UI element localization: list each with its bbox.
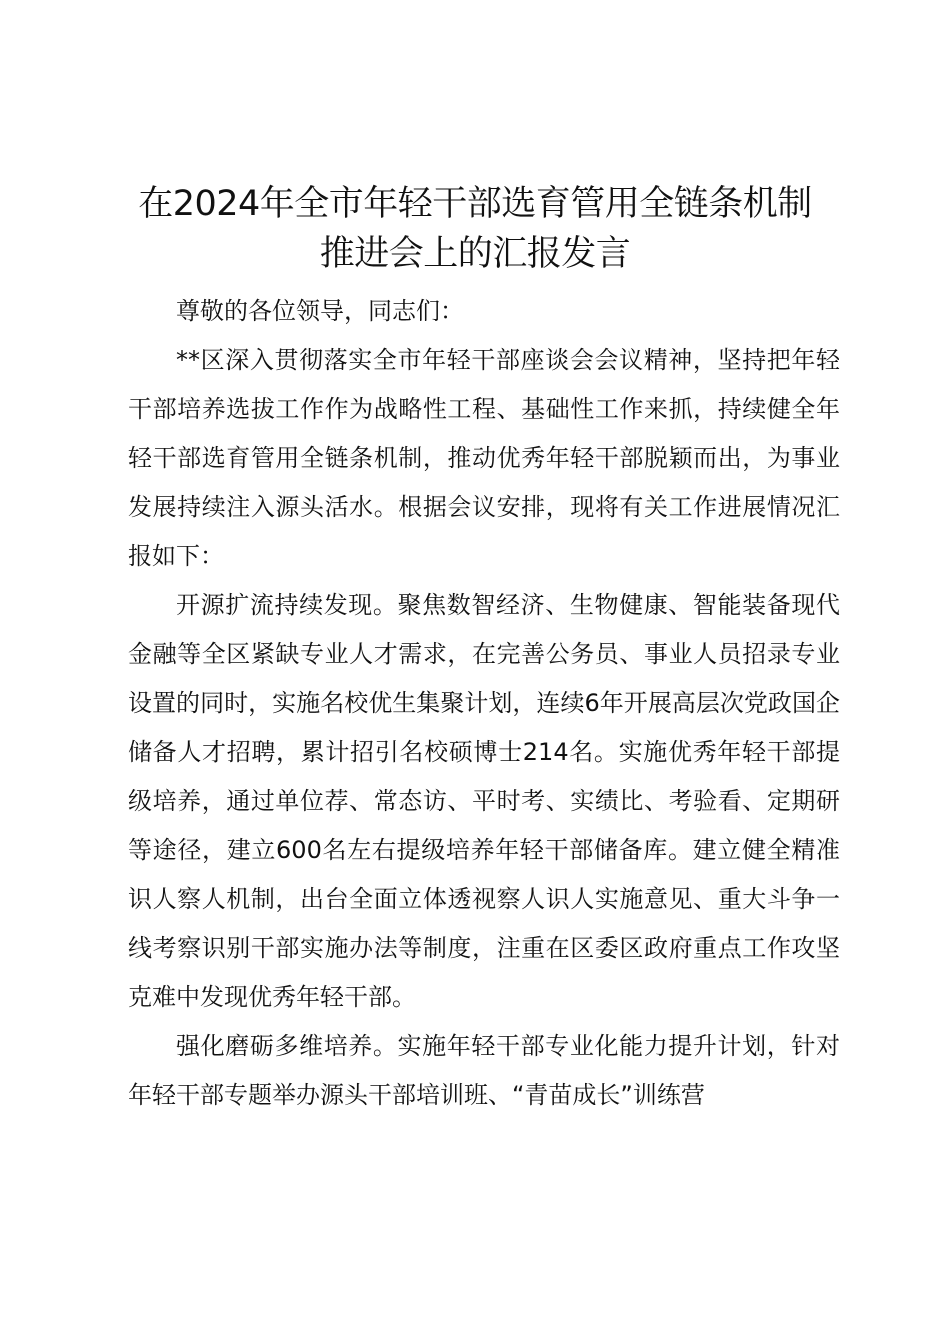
paragraph-training: 强化磨砺多维培养。实施年轻干部专业化能力提升计划，针对年轻干部专题举办源头干部培训班、“青苗成长”训练营 [128,1032,840,1109]
paragraph-discovery: 开源扩流持续发现。聚焦数智经济、生物健康、智能装备现代金融等全区紧缺专业人才需求，在完善公务员、事业人员招录专业设置的同时，实施名校优生集聚计划，连续6年开展高层次党政国企储备人才招聘，累计招引名校硕博士214名。实施优秀年轻干部提级培养，通过单位荐、常态访、平时考、实绩比、考验看、定期研等途径，建立600名左右提级培养年轻干部储备库。建立健全精准识人察人机制，出台全面立体透视察人识人实施意见、重大斗争一线考察识别干部实施办法等制度，注重在区委区政府重点工作攻坚克难中发现优秀年轻干部。 [128,591,840,1011]
salutation: 尊敬的各位领导，同志们： [176,297,464,325]
document-title-line-2: 推进会上的汇报发言 [319,234,631,274]
document-body [128,287,840,1120]
paragraph-intro: **区深入贯彻落实全市年轻干部座谈会会议精神，坚持把年轻干部培养选拔工作作为战略性工程、基础性工作来抓，持续健全年轻干部选育管用全链条机制，推动优秀年轻干部脱颖而出，为事业发展持续注入源头活水。根据会议安排，现将有关工作进展情况汇报如下： [128,346,840,570]
document-title-line-1: 在2024年全市年轻干部选育管用全链条机制 [138,184,812,224]
